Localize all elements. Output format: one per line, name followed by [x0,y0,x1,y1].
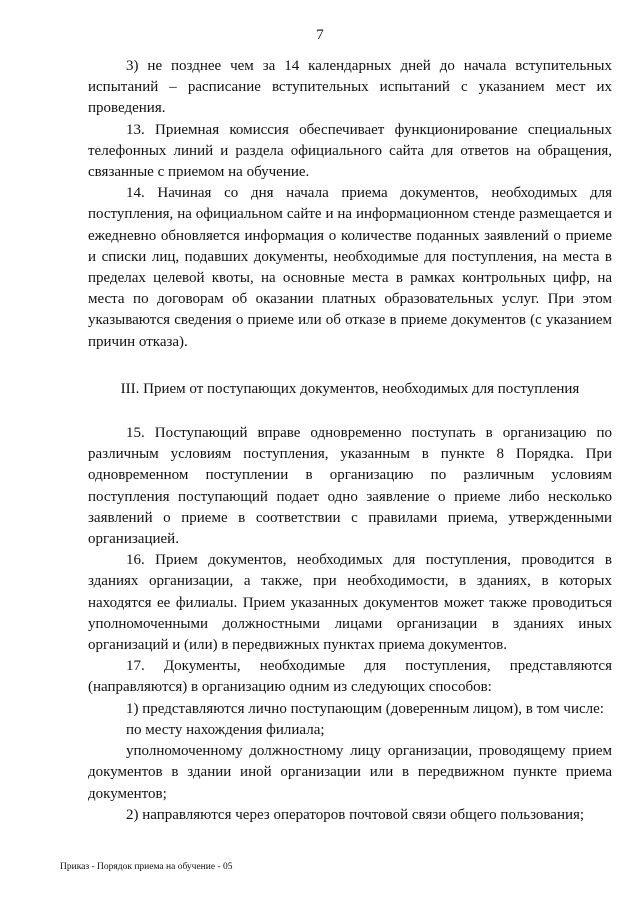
paragraph-17: 17. Документы, необходимые для поступления, представляются (направляются) в организацию одним из следующих способов: [88,658,612,696]
paragraph-14: 14. Начиная со дня начала приема документов, необходимых для поступления, на официальном сайте и на информационном стенде размещается и ежедневно обновляется информация о количестве поданных заявлений о приеме и списки лиц, подавших документы, необходимые для поступления, на места в пределах целевой квоты, на основные места в рамках контрольных цифр, на места по договорам об оказании платных образовательных услуг. При этом указываются сведения о приеме или об отказе в приеме документов (с указанием причин отказа). [88,185,612,350]
list-item-1: 1) представляются лично поступающим (доверенным лицом), в том числе: [126,700,604,717]
list-subitem-authorized-official: уполномоченному должностному лицу организации, проводящему прием документов в здании иной организации или в передвижном пункте приема документов; [88,743,612,802]
paragraph-16: 16. Прием документов, необходимых для поступления, проводится в зданиях организации, а также, при необходимости, в зданиях, в которых находятся ее филиалы. Прием указанных документов может также проводиться уполномоченными должностными лицами организации в зданиях иных организаций и (или) в передвижных пунктах приема документов. [88,552,612,654]
page-number: 7 [316,27,324,43]
paragraph-15: 15. Поступающий вправе одновременно поступать в организацию по различным условиям поступления, указанным в пункте 8 Порядка. При одновременном поступлении в организацию по различным условиям поступления поступающий подает одно заявление о приеме либо несколько заявлений о приеме в соответствии с правилами приема, утвержденными организацией. [88,425,612,548]
list-item-2: 2) направляются через операторов почтовой связи общего пользования; [126,806,585,823]
paragraph-item-3: 3) не позднее чем за 14 календарных дней до начала вступительных испытаний – расписание вступительных испытаний с указанием мест их проведения. [88,58,612,117]
document-body [88,56,612,826]
list-subitem-branch: по месту нахождения филиала; [126,721,325,738]
document-footer: Приказ - Порядок приема на обучение - 05 [60,862,233,872]
paragraph-13: 13. Приемная комиссия обеспечивает функционирование специальных телефонных линий и раздела официального сайта для ответов на обращения, связанные с приемом на обучение. [88,121,612,181]
section-heading: III. Прием от поступающих документов, необходимых для поступления [120,380,580,397]
